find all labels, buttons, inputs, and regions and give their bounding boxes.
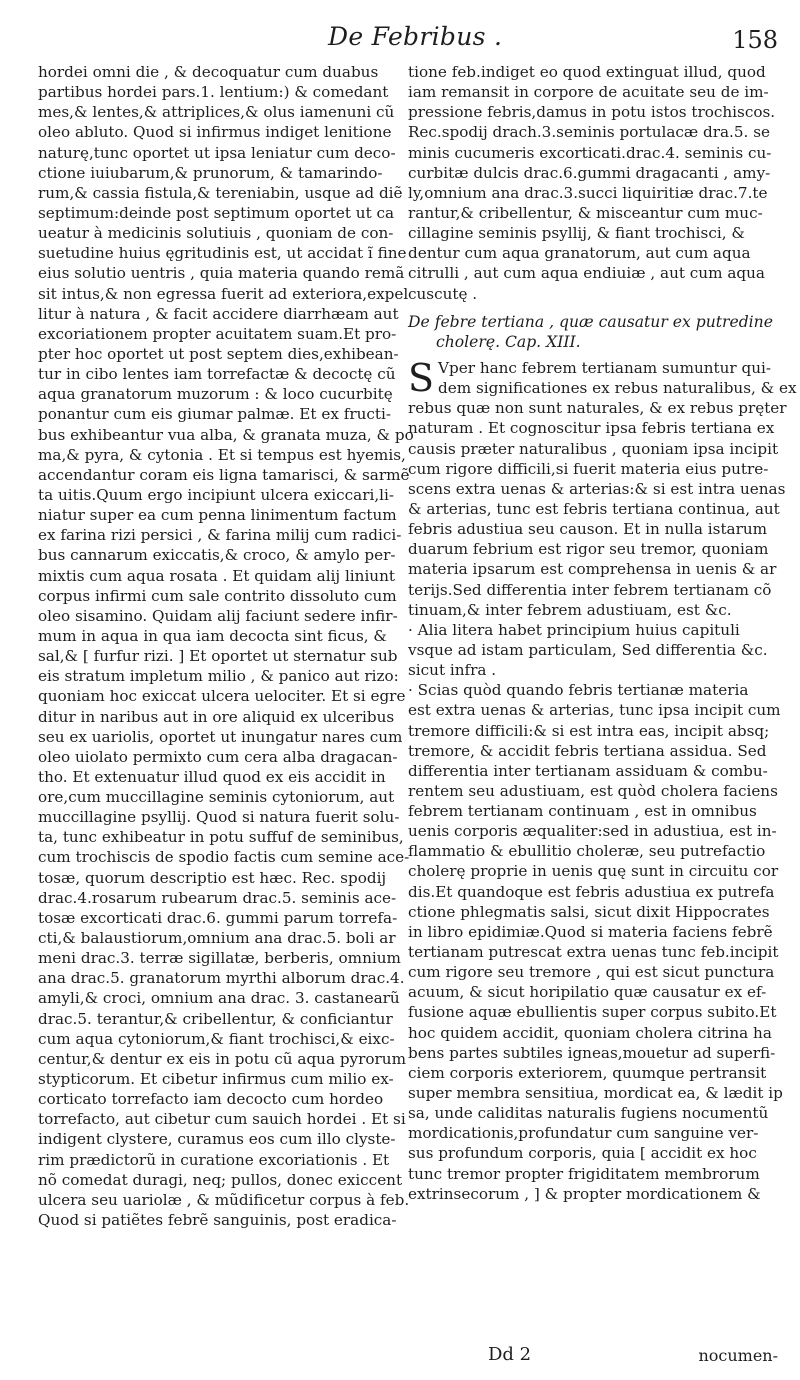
text-line: muccillagine psyllij. Quod si natura fuerit solu- — [38, 808, 400, 827]
text-line: sit intus,& non egressa fuerit ad exteriora,expel — [38, 284, 409, 303]
drop-capital: S — [408, 355, 435, 400]
text-line: Quod si patiẽtes febrẽ sanguinis, post eradica- — [38, 1211, 397, 1230]
text-line: tho. Et extenuatur illud quod ex eis accidit in — [38, 767, 386, 786]
text-line: litur à natura , & facit accidere diarrhæam aut — [38, 304, 399, 323]
text-line: dis.Et quandoque est febris adustiua ex putrefa — [408, 882, 775, 901]
text-line: ta, tunc exhibeatur in potu suffuf de seminibus, — [38, 828, 404, 847]
text-line: · Scias quòd quando febris tertianæ materia — [408, 681, 749, 700]
chapter-first-line: Vper hanc febrem tertianam sumuntur qui- — [438, 358, 772, 377]
text-line: sa, unde caliditas naturalis fugiens nocumentũ — [408, 1104, 769, 1123]
text-line: oleo uiolato permixto cum cera alba dragacan- — [38, 747, 398, 766]
left-column — [38, 62, 414, 1230]
text-line: meni drac.3. terræ sigillatæ, berberis, omnium — [38, 949, 401, 968]
text-line: & arterias, tunc est febris tertiana continua, aut — [408, 499, 780, 518]
text-line: eius solutio uentris , quia materia quando remã — [38, 264, 405, 283]
text-line: corpus infirmi cum sale contrito dissoluto cum — [38, 586, 397, 605]
text-line: cholerę proprie in uenis quę sunt in circuitu cor — [408, 862, 779, 881]
text-line: seu ex uariolis, oportet ut inungatur nares cum — [38, 727, 403, 746]
signature-mark: Dd 2 — [488, 1344, 532, 1365]
text-line: mum in aqua in qua iam decocta sint ficus, & — [38, 626, 387, 645]
text-line: corticato torrefacto iam decocto cum hordeo — [38, 1090, 384, 1109]
text-line: ulcera seu uariolæ , & mũdificetur corpus à feb. — [38, 1190, 410, 1209]
chapter-heading-line-1: De febre tertiana , quæ causatur ex putredine — [408, 312, 773, 331]
text-line: fusione aquæ ebullientis super corpus subito.Et — [408, 1003, 777, 1022]
right-column-body — [408, 378, 797, 1204]
text-line: tremore difficili:& si est intra eas, incipit absq; — [408, 721, 770, 740]
text-line: scens extra uenas & arterias:& si est intra uenas — [408, 479, 786, 498]
text-line: septimum:deinde post septimum oportet ut ca — [38, 203, 395, 222]
text-line: causis præter naturalibus , quoniam ipsa incipit — [408, 439, 779, 458]
text-line: pter hoc oportet ut post septem dies,exhibean- — [38, 344, 399, 363]
text-line: ta uitis.Quum ergo incipiunt ulcera exiccari,li- — [38, 485, 395, 504]
text-line: partibus hordei pars.1. lentium:) & comedant — [38, 83, 389, 102]
text-line: oleo sisamino. Quidam alij faciunt sedere infir- — [38, 606, 398, 625]
running-head: De Febribus . — [328, 22, 503, 51]
text-line: drac.5. terantur,& cribellentur, & conficiantur — [38, 1009, 393, 1028]
text-line: ciem corporis exteriorem, quumque pertransit — [408, 1063, 767, 1082]
right-column — [408, 62, 797, 1204]
text-line: cum trochiscis de spodio factis cum semine ace- — [38, 848, 410, 867]
text-line: ctione phlegmatis salsi, sicut dixit Hippocrates — [408, 902, 770, 921]
text-line: quoniam hoc exiccat ulcera uelociter. Et si egre — [38, 687, 406, 706]
text-line: differentia inter tertianam assiduam & combu- — [408, 761, 768, 780]
catchword: nocumen- — [698, 1346, 778, 1365]
text-line: cti,& balaustiorum,omnium ana drac.5. boli ar — [38, 929, 396, 948]
text-line: indigent clystere, curamus eos cum illo clyste- — [38, 1130, 396, 1149]
text-line: dem significationes ex rebus naturalibus, & ex — [438, 379, 797, 398]
text-line: tosæ, quorum descriptio est hæc. Rec. spodij — [38, 868, 387, 887]
text-line: minis cucumeris excorticati.drac.4. seminis cu- — [408, 143, 772, 162]
text-line: cum rigore seu tremore , qui est sicut punctura — [408, 963, 775, 982]
text-line: iam remansit in corpore de acuitate seu de im- — [408, 83, 769, 102]
text-line: rim prædictorũ in curatione excoriationis . Et — [38, 1150, 390, 1169]
text-line: Rec.spodij drach.3.seminis portulacæ dra.5. se — [408, 123, 770, 142]
text-line: materia ipsarum est comprehensa in uenis & ar — [408, 560, 777, 579]
text-line: tione feb.indiget eo quod extinguat illud, quod — [408, 63, 766, 81]
text-line: cillagine seminis psyllij, & fiant trochisci, & — [408, 224, 745, 243]
text-line: ana drac.5. granatorum myrthi alborum drac.4. — [38, 969, 405, 988]
text-line: ditur in naribus aut in ore aliquid ex ulceribus — [38, 707, 395, 726]
text-line: cum aqua cytoniorum,& fiant trochisci,& eixc- — [38, 1029, 395, 1048]
text-line: aqua granatorum muzorum : & loco cucurbitę — [38, 385, 393, 404]
text-line: mixtis cum aqua rosata . Et quidam alij liniunt — [38, 566, 395, 585]
text-line: naturam . Et cognoscitur ipsa febris tertiana ex — [408, 419, 775, 438]
text-line: hoc quidem accidit, quoniam cholera citrina ha — [408, 1023, 772, 1042]
text-line: duarum febrium est rigor seu tremor, quoniam — [408, 540, 769, 559]
text-line: · Alia litera habet principium huius capituli — [408, 620, 740, 639]
text-line: tinuam,& inter febrem adustiuam, est &c. — [408, 600, 732, 619]
text-line: rentem seu adustiuam, est quòd cholera faciens — [408, 781, 778, 800]
text-line: sicut infra . — [408, 661, 497, 680]
text-line: tunc tremor propter frigiditatem membrorum — [408, 1164, 760, 1183]
text-line: suetudine huius ęgritudinis est, ut accidat ĩ fine — [38, 244, 407, 263]
text-line: drac.4.rosarum rubearum drac.5. seminis ace- — [38, 888, 397, 907]
text-line: bus cannarum exiccatis,& croco, & amylo per- — [38, 546, 396, 565]
right-column-intro — [408, 62, 778, 304]
text-line: ma,& pyra, & cytonia . Et si tempus est hyemis, — [38, 445, 406, 464]
text-line: bens partes subtiles igneas,mouetur ad superfi- — [408, 1043, 776, 1062]
text-line: tosæ excorticati drac.6. gummi parum torrefa- — [38, 908, 398, 927]
text-line: naturę,tunc oportet ut ipsa leniatur cum deco- — [38, 143, 396, 162]
text-line: super membra sensitiua, mordicat ea, & lædit ip — [408, 1084, 783, 1103]
text-line: torrefacto, aut cibetur cum sauich hordei . Et si — [38, 1110, 406, 1129]
text-line: vsque ad istam particulam, Sed differentia &c. — [408, 640, 768, 659]
text-line: curbitæ dulcis drac.6.gummi dragacanti , amy- — [408, 163, 771, 182]
text-line: tur in cibo lentes iam torrefactæ & decoctę cũ — [38, 365, 396, 384]
text-line: ctione iuiubarum,& prunorum, & tamarindo- — [38, 163, 383, 182]
text-line: extrinsecorum , ] & propter mordicationem & — [408, 1184, 761, 1203]
text-line: febrem tertianam continuam , est in omnibus — [408, 802, 757, 821]
text-line: tertianam putrescat extra uenas tunc feb.incipit — [408, 943, 779, 962]
text-line: hordei omni die , & decoquatur cum duabus — [38, 63, 379, 81]
text-line: acuum, & sicut horipilatio quæ causatur ex ef- — [408, 983, 767, 1002]
text-line: amyli,& croci, omnium ana drac. 3. castanearũ — [38, 989, 400, 1008]
text-line: eis stratum impletum milio , & panico aut rizo: — [38, 667, 399, 686]
text-line: ponantur cum eis giumar palmæ. Et ex fructi- — [38, 405, 391, 424]
text-line: tremore, & accidit febris tertiana assidua. Sed — [408, 741, 767, 760]
text-line: pressione febris,damus in potu istos trochiscos. — [408, 103, 776, 122]
text-line: stypticorum. Et cibetur infirmus cum milio ex- — [38, 1070, 394, 1089]
text-line: mordicationis,profundatur cum sanguine ver- — [408, 1124, 759, 1143]
text-line: accendantur coram eis ligna tamarisci, & sarmẽ — [38, 465, 410, 484]
text-line: ore,cum muccillagine seminis cytoniorum, aut — [38, 788, 395, 807]
text-line: est extra uenas & arterias, tunc ipsa incipit cum — [408, 701, 781, 720]
text-line: ex farina rizi persici , & farina milij cum radici- — [38, 526, 402, 545]
text-line: mes,& lentes,& attriplices,& olus iamenuni cũ — [38, 103, 395, 122]
chapter-heading-line-2: cholerę. Cap. XIII. — [436, 332, 581, 351]
text-line: oleo abluto. Quod si infirmus indiget lenitione — [38, 123, 392, 142]
text-line: cuscutę . — [408, 284, 478, 303]
text-line: bus exhibeantur vua alba, & granata muza, & po — [38, 425, 414, 444]
text-line: flammatio & ebullitio choleræ, seu putrefactio — [408, 842, 766, 861]
text-line: niatur super ea cum penna linimentum factum — [38, 506, 397, 525]
text-line: rantur,& cribellentur, & misceantur cum muc- — [408, 203, 763, 222]
text-line: ueatur à medicinis solutiuis , quoniam de con- — [38, 224, 394, 243]
page-header — [0, 0, 800, 58]
text-line: sus profundum corporis, quia [ accidit ex hoc — [408, 1144, 757, 1163]
text-line: sal,& [ furfur rizi. ] Et oportet ut sternatur sub — [38, 647, 398, 666]
text-line: febris adustiua seu causon. Et in nulla istarum — [408, 520, 768, 539]
text-line: excoriationem propter acuitatem suam.Et pro- — [38, 324, 397, 343]
page-number: 158 — [732, 26, 778, 54]
text-line: cum rigore difficili,si fuerit materia eius putre- — [408, 459, 769, 478]
text-line: dentur cum aqua granatorum, aut cum aqua — [408, 244, 751, 263]
text-line: rebus quæ non sunt naturales, & ex rebus pręter — [408, 399, 787, 418]
page-footer — [408, 1342, 778, 1370]
text-line: citrulli , aut cum aqua endiuiæ , aut cum aqua — [408, 264, 765, 283]
text-line: terijs.Sed differentia inter febrem tertianam cõ — [408, 580, 772, 599]
text-line: in libro epidimiæ.Quod si materia faciens febrẽ — [408, 922, 773, 941]
text-line: ly,omnium ana drac.3.succi liquiritiæ drac.7.te — [408, 183, 768, 202]
text-line: centur,& dentur ex eis in potu cũ aqua pyrorum — [38, 1049, 406, 1068]
text-line: rum,& cassia fistula,& tereniabin, usque ad diẽ — [38, 183, 403, 202]
text-line: uenis corporis æqualiter:sed in adustiua, est in- — [408, 822, 777, 841]
text-line: nõ comedat duragi, neq; pullos, donec exiccent — [38, 1170, 403, 1189]
